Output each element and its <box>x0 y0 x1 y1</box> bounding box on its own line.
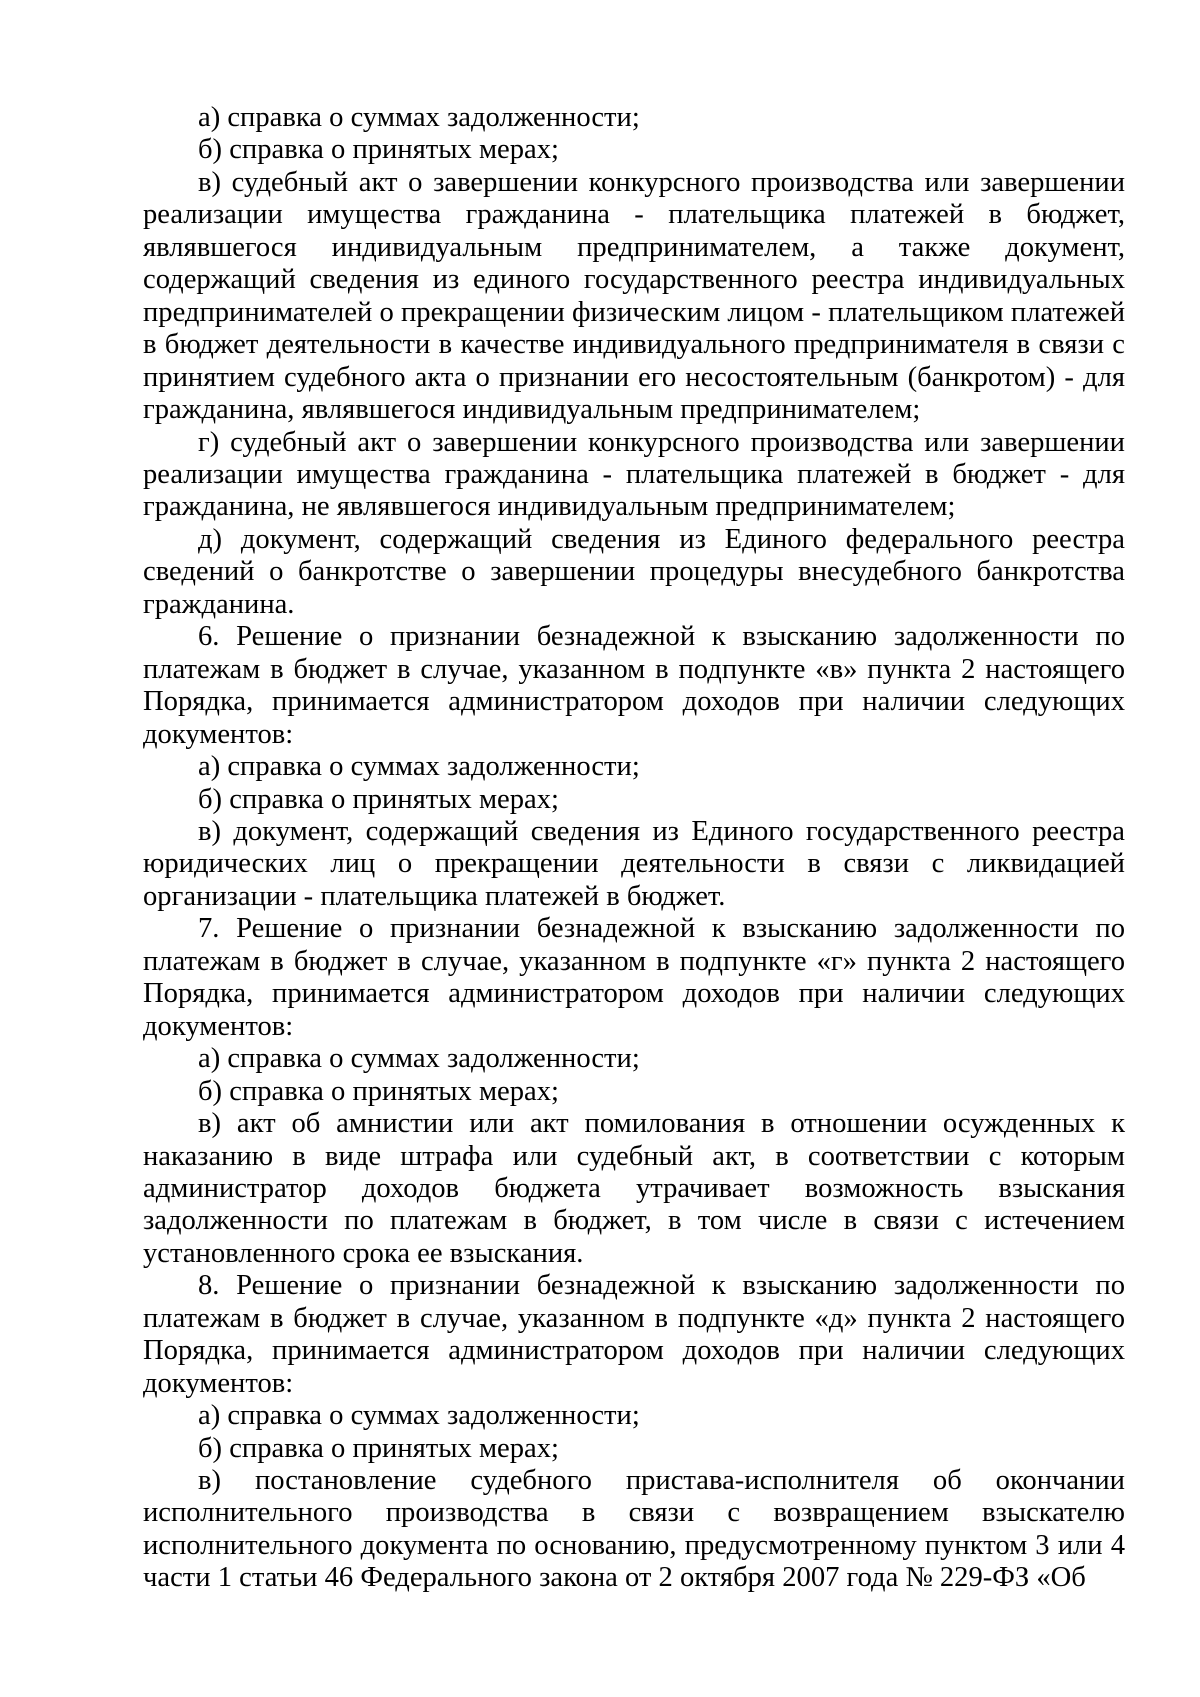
paragraph-b-measures-certificate: б) справка о принятых мерах; <box>198 134 559 166</box>
paragraph-6v-legal-entity-registry: в) документ, содержащий сведения из Единого государственного реестра юридических лиц о прекращении деятельности в связи с ликвидацией организации - плательщика платежей в бюджет. <box>143 815 1125 912</box>
paragraph-8-decision: 8. Решение о признании безнадежной к взысканию задолженности по платежам в бюджет в случае, указанном в подпункте «д» пункта 2 настоящего Порядка, принимается администратором доходов при наличии следующих документов: <box>143 1270 1125 1399</box>
paragraph-7v-amnesty-act: в) акт об амнистии или акт помилования в отношении осужденных к наказанию в виде штрафа или судебный акт, в соответствии с которым администратор доходов бюджета утрачивает возможность взыскания задолженности по платежам в бюджет, в том числе в связи с истечением установленного срока ее взыскания. <box>143 1108 1125 1269</box>
paragraph-6-decision: 6. Решение о признании безнадежной к взысканию задолженности по платежам в бюджет в случае, указанном в подпункте «в» пункта 2 настоящего Порядка, принимается администратором доходов при наличии следующих документов: <box>143 621 1125 750</box>
paragraph-a-debt-certificate: а) справка о суммах задолженности; <box>198 102 640 133</box>
paragraph-8a-debt-certificate: а) справка о суммах задолженности; <box>198 1400 640 1432</box>
paragraph-7a-debt-certificate: а) справка о суммах задолженности; <box>198 1043 640 1075</box>
paragraph-v-court-act-entrepreneur: в) судебный акт о завершении конкурсного производства или завершении реализации имущества гражданина - плательщика платежей в бюджет, являвшегося индивидуальным предпринимателем, а также документ, содержащий сведения из единого государственного реестра индивидуальных предпринимателей о прекращении физическим лицом - плательщиком платежей в бюджет деятельности в качестве индивидуального предпринимателя в связи с принятием судебного акта о признании его несостоятельным (банкротом) - для гражданина, являвшегося индивидуальным предпринимателем; <box>143 166 1125 426</box>
paragraph-d-extrajudicial-bankruptcy: д) документ, содержащий сведения из Единого федерального реестра сведений о банкротстве о завершении процедуры внесудебного банкротства гражданина. <box>143 523 1125 620</box>
paragraph-g-court-act-citizen: г) судебный акт о завершении конкурсного производства или завершении реализации имущества гражданина - плательщика платежей в бюджет - для гражданина, не являвшегося индивидуальным предпринимателем; <box>143 426 1125 523</box>
paragraph-6b-measures-certificate: б) справка о принятых мерах; <box>198 783 559 815</box>
paragraph-7b-measures-certificate: б) справка о принятых мерах; <box>198 1075 559 1107</box>
paragraph-8b-measures-certificate: б) справка о принятых мерах; <box>198 1432 559 1464</box>
document-page <box>143 102 1125 1595</box>
paragraph-6a-debt-certificate: а) справка о суммах задолженности; <box>198 751 640 783</box>
paragraph-7-decision: 7. Решение о признании безнадежной к взысканию задолженности по платежам в бюджет в случае, указанном в подпункте «г» пункта 2 настоящего Порядка, принимается администратором доходов при наличии следующих документов: <box>143 913 1125 1042</box>
paragraph-8v-bailiff-resolution: в) постановление судебного пристава-исполнителя об окончании исполнительного производства в связи с возвращением взыскателю исполнительного документа по основанию, предусмотренному пунктом 3 или 4 части 1 статьи 46 Федерального закона от 2 октября 2007 года № 229-ФЗ «Об <box>143 1465 1125 1594</box>
